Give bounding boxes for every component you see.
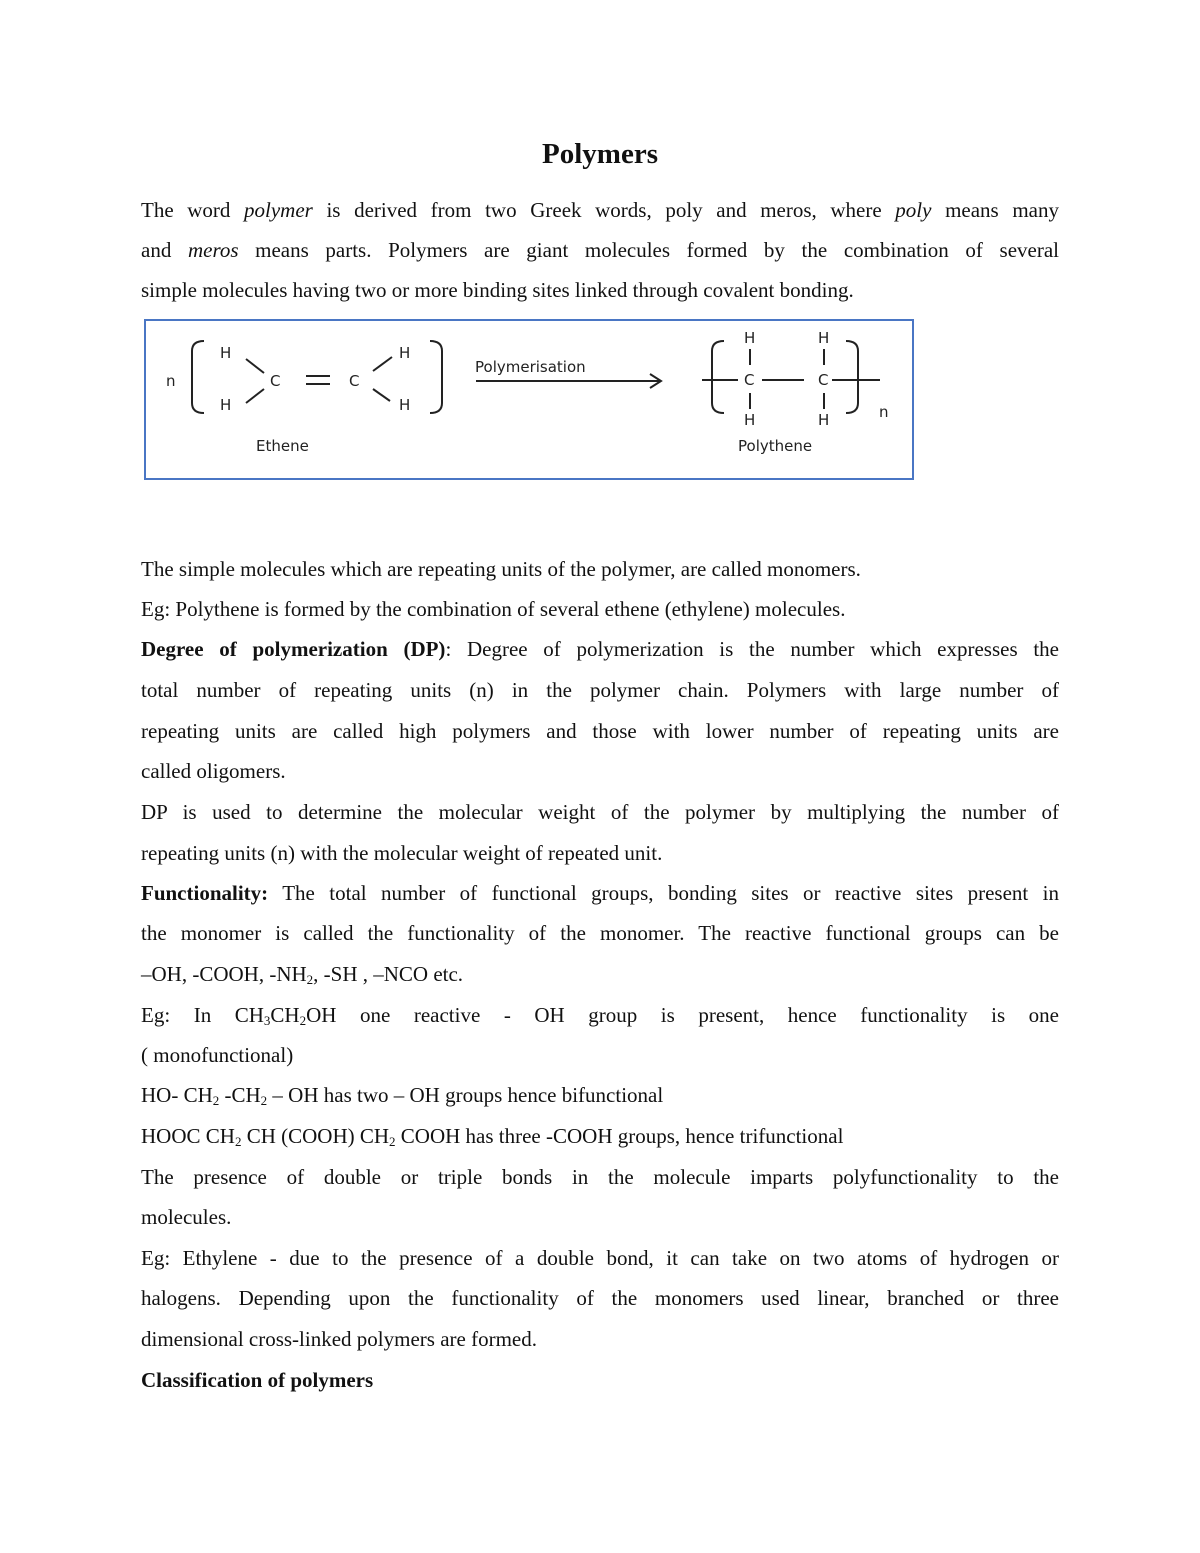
figure-c-atom: C [349, 372, 360, 390]
functionality-line-1 [141, 878, 1059, 908]
dp-use-line-2: repeating units (n) with the molecular weight of repeated unit. [141, 841, 663, 865]
text-run: – OH has two – OH groups hence bifunctional [267, 1083, 664, 1107]
functionality-line-3 [141, 959, 1059, 989]
ethylene-line-3: dimensional cross-linked polymers are formed. [141, 1327, 537, 1351]
text-run: The total number of functional groups, bonding sites or reactive sites present in [268, 881, 1059, 905]
polythene-label: Polythene [738, 437, 813, 455]
dp-line-3: repeating units are called high polymers and those with lower number of repeating units are [141, 719, 1059, 743]
right-bracket-open [712, 341, 724, 413]
figure-n-right: n [879, 403, 889, 421]
bond-c-h-lower [373, 389, 390, 401]
polymerisation-label: Polymerisation [475, 358, 586, 376]
subscript: 2 [234, 1134, 242, 1149]
subscript: 2 [299, 1013, 307, 1028]
text-run: The word [141, 198, 245, 222]
glycol-line [141, 1080, 1059, 1110]
right-bracket-close [846, 341, 858, 413]
subscript: 3 [263, 1013, 271, 1028]
subscript: 2 [260, 1093, 268, 1108]
figure-c-atom: C [818, 371, 829, 389]
text-run: HO- CH [141, 1083, 213, 1107]
text-run: means parts. Polymers are giant molecules formed by the combination of several [238, 238, 1059, 262]
bond-h-c-lower [246, 389, 264, 403]
left-bracket-close [430, 341, 442, 413]
functionality-term: Functionality: [141, 881, 269, 905]
citric-line [141, 1121, 1059, 1151]
text-run: , -SH , –NCO etc. [313, 962, 464, 986]
bond-c-h-upper [373, 357, 392, 371]
polymerisation-diagram [146, 321, 912, 478]
text-run: COOH has three -COOH groups, hence trifunctional [395, 1124, 844, 1148]
text-run: HOOC CH [141, 1124, 235, 1148]
eg-ethanol-line-2: ( monofunctional) [141, 1043, 294, 1067]
subscript: 2 [212, 1093, 220, 1108]
reaction-arrow-icon [476, 374, 661, 388]
intro-line-2 [141, 235, 1059, 265]
text-run: CH [270, 1003, 300, 1027]
figure-h-atom: H [399, 344, 411, 362]
italic-term-poly: poly [895, 198, 932, 222]
figure-h-atom: H [818, 411, 830, 429]
figure-c-atom: C [270, 372, 281, 390]
dp-line-2: total number of repeating units (n) in the polymer chain. Polymers with large number of [141, 678, 1059, 702]
text-run: OH one reactive - OH group is present, hence functionality is one [306, 1003, 1059, 1027]
eg-ethanol-line-1 [141, 1000, 1059, 1030]
functionality-line-2: the monomer is called the functionality of the monomer. The reactive functional groups can be [141, 921, 1059, 945]
ethylene-line-2: halogens. Depending upon the functionality of the monomers used linear, branched or three [141, 1286, 1059, 1310]
figure-c-atom: C [744, 371, 755, 389]
eg-polythene-text: Eg: Polythene is formed by the combination of several ethene (ethylene) molecules. [141, 597, 846, 621]
figure-h-atom: H [399, 396, 411, 414]
figure-h-atom: H [220, 344, 232, 362]
dp-term: Degree of polymerization (DP) [141, 637, 446, 661]
figure-h-atom: H [220, 396, 232, 414]
subscript: 2 [306, 972, 314, 987]
text-run: : Degree of polymerization is the number which expresses the [445, 637, 1059, 661]
monomers-text: The simple molecules which are repeating units of the polymer, are called monomers. [141, 557, 861, 581]
polyfunctionality-line-1: The presence of double or triple bonds in the molecule imparts polyfunctionality to the [141, 1165, 1059, 1189]
ethene-label: Ethene [256, 437, 309, 455]
figure-h-atom: H [744, 329, 756, 347]
intro-line-1 [141, 195, 1059, 225]
polymerisation-figure [144, 319, 914, 480]
figure-n-left: n [166, 372, 176, 390]
subscript: 2 [389, 1134, 396, 1149]
polyfunctionality-line-2: molecules. [141, 1205, 232, 1229]
italic-term-polymer: polymer [244, 198, 313, 222]
figure-h-atom: H [744, 411, 756, 429]
dp-use-line-1: DP is used to determine the molecular weight of the polymer by multiplying the number of [141, 800, 1059, 824]
italic-term-meros: meros [187, 238, 239, 262]
left-bracket-open [192, 341, 204, 413]
text-run: CH (COOH) CH [241, 1124, 390, 1148]
bond-h-c-upper [246, 359, 264, 373]
intro-line-3: simple molecules having two or more binding sites linked through covalent bonding. [141, 278, 854, 302]
text-run: –OH, -COOH, -NH [141, 962, 307, 986]
dp-line-1 [141, 634, 1059, 664]
classification-heading: Classification of polymers [141, 1368, 374, 1392]
page-title: Polymers [542, 138, 658, 170]
text-run: -CH [219, 1083, 261, 1107]
polythene-structure [702, 341, 880, 413]
figure-h-atom: H [818, 329, 830, 347]
text-run: means many [931, 198, 1059, 222]
text-run: Eg: In CH [141, 1003, 264, 1027]
dp-line-4: called oligomers. [141, 759, 286, 783]
text-run: and [141, 238, 188, 262]
text-run: is derived from two Greek words, poly and meros, where [312, 198, 896, 222]
ethylene-line-1: Eg: Ethylene - due to the presence of a double bond, it can take on two atoms of hydrogen or [141, 1246, 1059, 1270]
